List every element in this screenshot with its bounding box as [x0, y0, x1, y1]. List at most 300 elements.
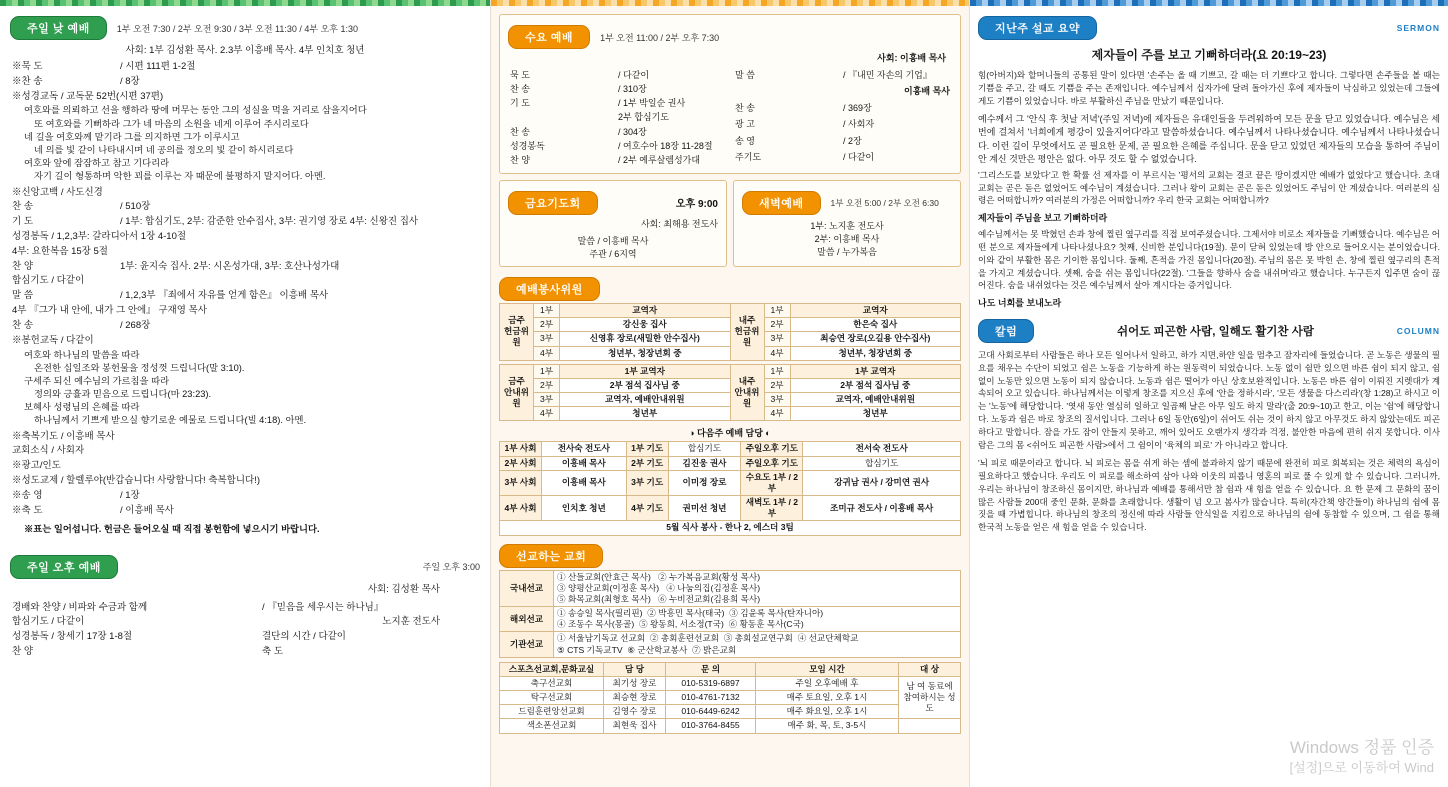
order-key: 성경봉독: [510, 140, 545, 151]
offering-reading: [10, 349, 480, 428]
cell: 새벽도 1부 / 2부: [741, 496, 803, 521]
col-header: 스포츠선교회,문화교실: [500, 662, 604, 676]
column-header: [978, 319, 1440, 343]
cell: 매주 토요일, 오후 1시: [756, 691, 899, 705]
sunday-day-title: 주일 낮 예배: [10, 16, 107, 40]
cell: 축구선교회: [500, 676, 604, 690]
column-body: [978, 349, 1440, 534]
order-key: 말 씀: [12, 290, 33, 302]
cell: 신영휴 장로(새밀한 안수집사): [560, 332, 731, 346]
order-key: ※봉헌교독 / 다같이: [12, 334, 94, 346]
order-key: ※축 도: [12, 504, 43, 516]
offering-line: 정의와 긍휼과 믿음으로 드립니다(마 23:23).: [34, 389, 212, 400]
col-header: 교역자: [790, 303, 961, 317]
meal-service-note: 5월 식사 봉사 - 한나 2, 에스더 3팀: [500, 521, 961, 535]
table-row: [500, 662, 961, 676]
mission-item: ① 송승일 목사(필리핀): [557, 608, 643, 619]
order-key: 합심기도 / 다같이: [12, 616, 85, 628]
mission-item: ⑥ 누비전교회(김용희 목사): [657, 593, 761, 604]
mission-item: ① 서울남기독교 선교회: [557, 633, 646, 644]
cell: 강신웅 집사: [560, 318, 731, 332]
sunday-afternoon-order: [10, 601, 480, 660]
order-key: ※성경교독 / 교독문 52번(시편 37편): [12, 90, 164, 102]
order-value: / 369장: [843, 102, 872, 113]
order-key: 찬 양: [12, 260, 33, 272]
slot-number: 1부: [764, 364, 790, 378]
order-row: [508, 82, 727, 96]
offering-line: 여호와 하나님의 말씀을 따라: [24, 349, 140, 360]
order-row: [733, 150, 952, 167]
slot-number: 4부: [534, 346, 560, 360]
mission-item: ⑦ 밝은교회: [692, 644, 737, 655]
slot-number: 4부: [764, 407, 790, 421]
cell: 김영수 장로: [604, 705, 666, 719]
order-row: [733, 68, 952, 84]
cell: 주일오후 기도: [741, 456, 803, 470]
sermon-tag: SERMON: [1396, 23, 1440, 33]
cell: 강귀남 권사 / 강미연 권사: [803, 470, 961, 495]
committee-table-1: [499, 303, 961, 361]
order-row: [10, 274, 480, 289]
table-row: [500, 303, 961, 317]
cell: 3부 기도: [626, 470, 668, 495]
slot-number: 3부: [764, 332, 790, 346]
order-row: [508, 125, 727, 139]
order-value: / 여호수아 18장 11-28절: [618, 140, 713, 151]
sunday-day-leader: 사회: 1부 김성환 목사. 2.3부 이흥배 목사. 4부 인치호 청년: [125, 45, 365, 56]
mission-item: ② 박흥민 목사(태국): [647, 608, 725, 619]
cell: 매주 화요일, 오후 1시: [756, 705, 899, 719]
offering-line: 하나님께서 기쁘게 받으실 향기로운 예물로 드립니다(빌 4:18). 아멘.: [34, 415, 307, 426]
cell: 인치호 청년: [542, 496, 627, 521]
order-value: 이흥배 목사: [904, 86, 950, 97]
cell: 교역자, 예배안내위원: [790, 393, 961, 407]
order-value: / 304장: [618, 126, 647, 137]
mission-header: [499, 544, 961, 568]
order-value: 결단의 시간 / 다같이: [262, 631, 346, 643]
order-value: / 2부 예루살렘성가대: [618, 154, 701, 165]
mission-section: [499, 544, 961, 734]
order-key: ※묵 도: [12, 61, 43, 72]
offering-line: 온전한 십일조와 봉헌물을 정성껏 드립니다(말 3:10).: [34, 362, 245, 373]
order-key: [508, 110, 616, 124]
sports-table: [499, 662, 961, 734]
wednesday-order-left: [508, 68, 727, 167]
mission-item: ④ 선교단체학교: [797, 633, 859, 644]
cell: 이흥배 목사: [542, 456, 627, 470]
order-value: / 『내민 자손의 기업』: [843, 70, 932, 80]
cell: 010-6449-6242: [666, 705, 756, 719]
cell: 탁구선교회: [500, 691, 604, 705]
committee-table-2: [499, 364, 961, 422]
table-row: [500, 691, 961, 705]
order-key: ※광고/인도: [12, 460, 61, 472]
sermon-subheading: 나도 너희를 보내노라: [978, 298, 1062, 309]
cell: 2부 기도: [626, 456, 668, 470]
cell: 3부 사회: [500, 470, 542, 495]
order-key: 기 도: [510, 98, 530, 109]
cell: 4부 사회: [500, 496, 542, 521]
cell: 010-4761-7132: [666, 691, 756, 705]
cell: 청년부, 청장년회 중: [560, 346, 731, 360]
cell: 매주 화, 목, 토, 3-5시: [756, 719, 899, 733]
order-row: [10, 430, 480, 445]
cell: 최현욱 집사: [604, 719, 666, 733]
cell: 2부 점석 집사님 중: [560, 378, 731, 392]
order-value: / 다같이: [618, 70, 650, 80]
cell: 최승현 장로: [604, 691, 666, 705]
left-column: [0, 0, 490, 787]
order-key: 광 고: [735, 119, 755, 130]
slot-number: 2부: [534, 378, 560, 392]
next-week-table: [499, 441, 961, 535]
table-row: [500, 570, 961, 607]
sermon-paragraph: 예수님께서는 못 박혔던 손과 창에 찔린 옆구리를 직접 보여주셨습니다. 그제서야 비로소 제자들을 기뻐했습니다. 예수님은 어떤 분으로 제자들에게 나타나셨나요? 첫째, 신비한 분입니다(19절). 문이 닫혀 있었는데 방 안으로 들어오시는 분이었습니다. 이와 같이 부활한 몸은 기이한 몸입니다. 둘째, 흔적을 가진 몸입니다(20절). 주님의 몸은 못 박힌 손, 창에 찔린 옆구리의 흔적을 가지고 계셨습니다. 셋째, 숨을 쉬는 몸입니다(22절). '그들을 향하사 숨을 내쉬며'라고 했습니다. 누구든지 입주면 숨이 끊어진다. 숨을 내쉬었다는 것은 예수님께서 살아 계시다는 증거입니다.: [978, 228, 1440, 291]
committee-group-label: 내주 안내위원: [730, 364, 764, 421]
slot-number: 3부: [534, 393, 560, 407]
order-key: 4부 『그가 내 안에, 내가 그 안에』 구재영 목사: [12, 305, 207, 317]
offering-footnote: ※표는 일어섭니다. 헌금은 들어오실 때 직접 봉헌함에 넣으시기 바랍니다.: [24, 523, 320, 534]
table-row: [500, 705, 961, 719]
order-key: 말 씀: [735, 70, 755, 80]
cell: 남 여 동료에 참여하시는 성도: [899, 676, 961, 719]
table-row: [500, 607, 961, 632]
table-row: [500, 719, 961, 733]
sunday-afternoon-time: 주일 오후 3:00: [422, 562, 480, 572]
cell: 합심기도: [668, 442, 741, 456]
dawn-times: 1부 오전 5:00 / 2부 오전 6:30: [830, 197, 939, 208]
cell: 이흥배 목사: [542, 470, 627, 495]
dawn-row: 2부: 이흥배 목사: [814, 233, 880, 244]
cell: 교역자, 예배안내위원: [560, 393, 731, 407]
mission-item: ④ 나눔의집(김정훈 목사): [666, 582, 761, 593]
wednesday-times: 1부 오전 11:00 / 2부 오후 7:30: [600, 32, 720, 43]
table-row: [500, 470, 961, 495]
scripture-line: 자기 길이 형통하며 악한 꾀를 이루는 자 때문에 불평하지 말지어다. 아멘.: [34, 171, 326, 182]
order-value: / 1부 박일순 권사: [618, 98, 686, 109]
cell: 전서숙 전도사: [803, 442, 961, 456]
friday-header: [508, 191, 718, 215]
order-key: 성경봉독 / 1,2,3부: 갈라디아서 1장 4-10절: [12, 231, 187, 242]
col-header: 1부 교역자: [560, 364, 731, 378]
scripture-line: 또 여호와를 기뻐하라 그가 네 마음의 소원을 네게 이루어 주시리로다: [34, 118, 309, 129]
order-value: / 510장: [120, 201, 151, 213]
wednesday-header: [508, 25, 952, 49]
cell: 한은숙 집사: [790, 318, 961, 332]
scripture-line: 네 길을 여호와께 맡기라 그를 의지하면 그가 이루시고: [24, 131, 240, 142]
mission-title: 선교하는 교회: [499, 544, 603, 568]
slot-number: 4부: [534, 407, 560, 421]
dawn-header: [742, 191, 952, 215]
committee-title: 예배봉사위원: [499, 277, 600, 301]
order-row: [10, 615, 480, 630]
mission-item: ③ 김윤록 목사(탄자니아): [729, 608, 824, 619]
col-header: 1부 교역자: [790, 364, 961, 378]
slot-number: 1부: [764, 303, 790, 317]
slot-number: 3부: [764, 393, 790, 407]
wednesday-order-right: [733, 68, 952, 167]
mission-item: ⑥ 황동훈 목사(C국): [728, 619, 804, 630]
order-value: / 사회자: [843, 119, 875, 130]
sermon-title-pill: 지난주 설교 요약: [978, 16, 1097, 40]
order-row: [10, 645, 480, 660]
order-value: / 시편 111편 1-2절: [120, 61, 196, 72]
mission-item: ⑥ 군산학교봉사: [627, 644, 688, 655]
order-value: / 2장: [843, 135, 862, 146]
order-row: [10, 444, 480, 459]
cell: 합심기도: [803, 456, 961, 470]
table-row: [500, 364, 961, 378]
sermon-headline: 제자들이 주를 보고 기뻐하더라(요 20:19~23): [1091, 48, 1327, 62]
order-key: 교회소식 / 사회자: [12, 445, 85, 457]
order-row: [10, 489, 480, 504]
next-week-title: ◑ 다음주 예배 담당 ◐: [689, 428, 771, 439]
cell: 색소폰선교회: [500, 719, 604, 733]
order-key: 주기도: [735, 152, 762, 163]
sermon-paragraph: '그리스도를 보았다'고 한 확률 선 제자를 이 부르시는 '평서의 교회는 결코 끝은 땅이겠지만 예배가 없었다'고 했습니다. 초대 교회는 곧은 돋은 없었어도 예수님이 계셨습니다. 그러나 왕이 교회는 곧은 돋은 있었어도 주님이 안 계셨습니다. 여러분의 심령은 어떠합니까? 여러분의 가정은 어떠합니까? 우리 한국 교회는 어떠합니까?: [978, 169, 1440, 206]
cell: 4부 기도: [626, 496, 668, 521]
watermark-line-1: Windows 정품 인증: [1289, 737, 1434, 757]
left-top-stripe: [0, 0, 490, 6]
cell: 2부 사회: [500, 456, 542, 470]
cell: 드림훈련앙선교회: [500, 705, 604, 719]
order-key: 찬 송: [510, 84, 530, 95]
order-key: ※신앙고백 / 사도신경: [12, 186, 103, 198]
order-key: 묵 도: [510, 70, 530, 80]
scripture-line: 여호와를 의뢰하고 선을 행하라 땅에 머무는 동안 그의 성실을 먹을 거리로 삼을지어다: [24, 105, 367, 116]
order-row: [10, 459, 480, 474]
sunday-day-order-2: [10, 186, 480, 349]
cell: 2부 점석 집사님 중: [790, 378, 961, 392]
sunday-day-order: [10, 60, 480, 104]
order-row: [10, 289, 480, 304]
mission-items: [554, 632, 961, 657]
mission-items: [554, 570, 961, 607]
slot-number: 1부: [534, 303, 560, 317]
mission-item: ④ 조동수 목사(몽골): [557, 619, 635, 630]
column-headline: 쉬어도 피곤한 사람, 일해도 활기찬 사람: [1117, 325, 1314, 338]
mission-table: [499, 570, 961, 658]
order-row: [10, 504, 480, 519]
slot-number: 2부: [534, 318, 560, 332]
right-top-stripe: [970, 0, 1448, 6]
order-row: [10, 215, 480, 230]
order-value: / 다같이: [843, 152, 875, 163]
cell: 주일오후 기도: [741, 442, 803, 456]
cell: 청년부, 청장년회 중: [790, 346, 961, 360]
friday-dawn-row: [499, 180, 961, 273]
order-key: 경배와 찬양 / 비파와 수금과 함께: [12, 601, 148, 613]
offering-line: 구세주 되신 예수님의 가르침을 따라: [24, 375, 170, 386]
sunday-afternoon-leader: 사회: 김성환 목사: [367, 583, 440, 595]
mission-item: ① 산들교회(안효근 목사): [557, 571, 651, 582]
table-row: [500, 456, 961, 470]
mission-item: ② 누가복음교회(황성 목사): [657, 571, 761, 582]
col-header: 교역자: [560, 303, 731, 317]
mission-items: [554, 607, 961, 632]
sermon-subheading: 제자들이 주님을 보고 기뻐하더라: [978, 213, 1108, 224]
order-key: 성경봉독 / 창세기 17장 1-8절: [12, 631, 133, 643]
mid-top-stripe: [491, 0, 969, 6]
order-row: [10, 319, 480, 334]
order-row: [10, 245, 480, 260]
table-row: [500, 442, 961, 456]
order-row: [10, 630, 480, 645]
mission-item: ⑤ 화목교회(최형호 목사): [557, 593, 651, 604]
mission-item: ③ 총회설교연구회: [723, 633, 793, 644]
order-key: ※성도교제 / 할렐루야(반갑습니다! 사랑합니다! 축복합니다!): [12, 475, 261, 487]
order-row: [508, 110, 727, 124]
column-paragraph: 고대 사회로부터 사람들은 하나 모든 일어나서 일하고, 하가 지면,하얀 일을 멈추고 잠자리에 들었습니다. 곧 노동은 생물의 필요를 채우는 수단이 되었고 쉼은 노동을 기능하게 하는 원동력이 되었습니다. 노동 없이 쉼만 있으면 바른 쉼이 되지 않고, 쉼 없이 노동만 있으면 노동이 되지 않습니다. 노동과 쉼은 떨어가 아닌 상호보완적입니다. 노동은 바른 쉼이 이뤄진 지렛대가 계속되어 오고 있습니다. 하나님께서는 이렇게 창조를 지으신 후에 '안을 정하시라', '모든 생물을 다스리라'(창 1:28)고 하시고 이는 '노동'에 해당합니다. '엿새 동안 열심히 일하고 일곱째 날은 아무 일도 하지 말라'(출 20:9~10)고 한고, 이는 '쉼'에 해당합니다. 노동과 쉼은 바로 창조의 질서입니다. 그러나 6일 동안(6일)이 쉬어도 쉬는 것이 하지 않고 아무것도 하지 않았는데도 피곤하다고 말합니다. 잠을 가도 잠이 안들지 못하고, 깨어 있어도 오랜가지 생각과 걱정, 불안한 마음에 편히 쉬지 못합니다. 이사람은 그의 몸 <쉬어도 피곤한 사람>에서 그 쉼이이 '육체의 피로' 가 아니라고 합니다.: [978, 349, 1440, 451]
order-value: 축 도: [262, 645, 283, 657]
dawn-service-box: [733, 180, 961, 267]
order-row: [10, 75, 480, 90]
wednesday-title: 수요 예배: [508, 25, 590, 49]
order-key: 4부: 요한복음 15장 5절: [12, 245, 108, 257]
cell: 김진웅 권사: [668, 456, 741, 470]
cell: [899, 719, 961, 733]
dawn-title: 새벽예배: [742, 191, 821, 215]
sermon-paragraph: 힘(아버지)와 할머니들의 공통된 말이 있다면 '손주는 올 때 기쁘고, 갈 때는 더 기쁘다'고 합니다. 그렇다면 손주들을 볼 때는 기쁨을 주고, 갈 때도 기쁨을 주는 존재입니다. 예수님께서 십자가에 달려 돌아가신 후에 제자들이 낙심하고 있었는데 그들에게도 기쁨이 있었습니다. 바로 부활하신 주님을 만났기 때문입니다.: [978, 70, 1440, 106]
scripture-line: 네 의를 빛 같이 나타내시며 네 공의를 정오의 빛 같이 하시리로다: [34, 145, 294, 155]
wednesday-service-box: [499, 14, 961, 174]
order-key: 송 영: [735, 135, 755, 146]
order-row: [733, 84, 952, 100]
order-row: [10, 200, 480, 215]
order-row: [733, 101, 952, 117]
order-value: / 이흥배 목사: [120, 504, 174, 516]
order-value: / 1부: 합심기도, 2부: 감준한 안수집사, 3부: 권기영 장로 4부: 신왕진 집사: [120, 216, 419, 228]
cell: 청년부: [560, 407, 731, 421]
order-row: [10, 230, 480, 245]
order-key: ※찬 송: [12, 75, 43, 87]
dawn-row: 1부: 노지훈 전도사: [810, 220, 884, 231]
order-value: / 1,2,3부 『죄에서 자유를 얻게 함은』 이흥배 목사: [120, 290, 329, 302]
middle-column: [490, 0, 970, 787]
order-value: 노지훈 전도사: [382, 616, 440, 628]
mission-item: ⑤ CTS 기독교TV: [557, 644, 623, 655]
slot-number: 2부: [764, 318, 790, 332]
order-row: [508, 96, 727, 110]
friday-leader: 사회: 최해용 전도사: [640, 218, 718, 229]
order-value: / 310장: [618, 84, 647, 95]
order-value: / 1장: [120, 489, 140, 501]
order-row: [733, 134, 952, 150]
committee-group-label: 내주 헌금위원: [730, 303, 764, 360]
order-row: [508, 139, 727, 153]
friday-row: 말씀 / 이흥배 목사: [577, 235, 649, 246]
sermon-subheading: 예수께서 그 '안식 후 첫날 저녁'(주일 저녁)에 제자들은 유대인들을 두려워하여 모든 문을 닫고 있었습니다. 예수님은 세 번에 걸쳐서 '너희에게 평강이 있을지어다'라고 말씀하셨습니다. 예수님께서 나타나셨습니다. 예수님께서 나타나셨습니다. 이런 길이 무엇에서도 곧 필요한 문제, 곧 필요한 은혜를 주십니다. 문을 닫고 있었던 제자들의 모습을 통하여 주님이 안 계신 것만은 평안은 없다. 아무 것도 할 수 없었습니다.: [978, 113, 1440, 165]
cell: 전사숙 전도사: [542, 442, 627, 456]
order-row: [10, 260, 480, 275]
cell: 권미선 청년: [668, 496, 741, 521]
committee-header: [499, 277, 961, 301]
mission-label: 국내선교: [500, 570, 554, 607]
order-row: [733, 117, 952, 133]
mission-item: ⑤ 왕동희, 서소정(T국): [639, 619, 724, 630]
table-row: [500, 521, 961, 535]
slot-number: 2부: [764, 378, 790, 392]
order-row: [10, 186, 480, 201]
cell: 조미규 전도사 / 이흥배 목사: [803, 496, 961, 521]
order-row: [10, 90, 480, 105]
column-title-pill: 칼럼: [978, 319, 1034, 343]
col-header: 문 의: [666, 662, 756, 676]
order-value: / 『믿음을 세우시는 하나님』: [262, 601, 384, 613]
table-row: [500, 676, 961, 690]
order-row: [10, 601, 480, 616]
order-key: 합심기도 / 다같이: [12, 275, 85, 287]
friday-row: 주관 / 6지역: [589, 248, 637, 259]
friday-time: 오후 9:00: [675, 199, 718, 211]
right-column: [970, 0, 1448, 787]
order-row: [10, 304, 480, 319]
order-value: 2부 합심기도: [618, 112, 669, 123]
cell: 청년부: [790, 407, 961, 421]
committee-section: [499, 277, 961, 536]
slot-number: 4부: [764, 346, 790, 360]
cell: 1부 기도: [626, 442, 668, 456]
sunday-scripture-block: [10, 104, 480, 183]
order-row: [508, 153, 727, 167]
watermark-line-2: [설정]으로 이동하여 Wind: [1289, 760, 1434, 776]
friday-title: 금요기도회: [508, 191, 598, 215]
order-value: 1부: 윤지숙 집사. 2부: 시온성가대, 3부: 호산나성가대: [120, 260, 340, 272]
cell: 주일 오후예배 후: [756, 676, 899, 690]
sermon-body: [978, 69, 1440, 311]
sunday-afternoon-header: [10, 555, 480, 579]
mission-item: ③ 양평산교회(이정훈 목사): [557, 582, 660, 593]
offering-line: 보혜사 성령님의 은혜를 따라: [24, 402, 140, 413]
wednesday-leader: 사회: 이흥배 목사: [877, 53, 946, 63]
order-value: / 268장: [120, 319, 151, 331]
sunday-day-times: 1부 오전 7:30 / 2부 오전 9:30 / 3부 오전 11:30 / 4부 오후 1:30: [116, 23, 359, 34]
cell: 최승연 장로(오길용 안수집사): [790, 332, 961, 346]
slot-number: 1부: [534, 364, 560, 378]
cell: 010-3764-8455: [666, 719, 756, 733]
order-key: 찬 송: [510, 126, 530, 137]
order-key: 찬 송: [12, 201, 33, 213]
col-header: 담 당: [604, 662, 666, 676]
cell: 이미정 장로: [668, 470, 741, 495]
sunday-day-order-3: [10, 430, 480, 519]
column-paragraph: '뇌 피로 때문이라고 합니다. 뇌 피로는 몸을 쉬게 하는 셈에 불과하지 않기 때문에 완전히 피로 회복되는 것은 체력의 욕심이 필요하다고 했습니다. 우리도 이 피로를 해소하여 삼아 나와 이웃의 피롭니 영혼의 피로 풀 수 있게 할 수 있습니다. 그러니까, 우리는 하나님이 창조하신 몸이지만, 하나님과 예배를 통해서만 참 쉼과 새 힘을 얻을 수 있습니다. 요 한 문제 그 문화의 꿈이 많은 사람들 200대 중인 문화, 문화를 초래합니다. 생활이 넘 오고 봄사가 많습니다. 특히(자간책 양간들이) 하나님의 쉼에 몸짓을 때 가볍힙니다. 하나님의 창조의 정신에 따라 사람들 안식일을 지킴으로 하나님의 쉼에 동참할 수 있으며, 그 쉼을 통해 한국적 노동을 얻은 새 힘을 얻을 수 있습니다.: [978, 457, 1440, 533]
order-key: ※송 영: [12, 489, 43, 501]
table-row: [500, 496, 961, 521]
order-key: 찬 송: [12, 319, 33, 331]
order-key: 찬 양: [510, 154, 530, 165]
wednesday-order: [508, 68, 952, 167]
slot-number: 3부: [534, 332, 560, 346]
table-row: [500, 632, 961, 657]
col-header: 대 상: [899, 662, 961, 676]
order-row: [10, 474, 480, 489]
dawn-row: 말씀 / 누가복음: [817, 246, 877, 257]
column-tag: COLUMN: [1396, 325, 1440, 336]
cell: 1부 사회: [500, 442, 542, 456]
cell: 010-5319-6897: [666, 676, 756, 690]
order-row: [10, 60, 480, 75]
order-key: 기 도: [12, 216, 33, 228]
sunday-afternoon-title: 주일 오후 예배: [10, 555, 118, 579]
order-row: [10, 334, 480, 349]
sermon-header: [978, 16, 1440, 40]
mission-label: 해외선교: [500, 607, 554, 632]
cell: 최기성 장로: [604, 676, 666, 690]
scripture-line: 여호와 앞에 잠잠하고 참고 기다리라: [24, 158, 170, 169]
mission-label: 기관선교: [500, 632, 554, 657]
cell: 수요도 1부 / 2부: [741, 470, 803, 495]
